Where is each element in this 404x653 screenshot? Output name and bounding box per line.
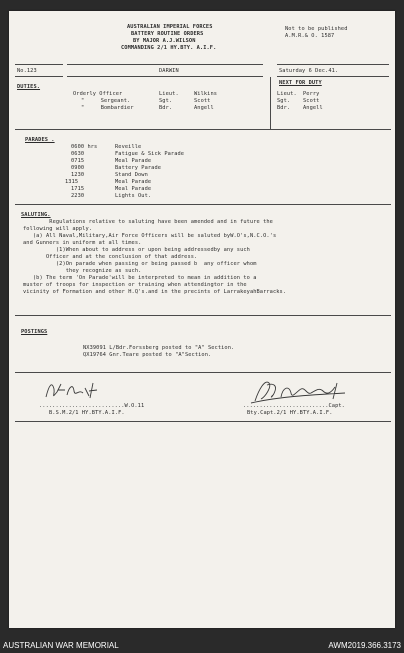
posting-line: QX19764 Gnr.Teare posted to "A"Section.	[83, 352, 212, 358]
next-duty-rank: Lieut.	[277, 91, 297, 97]
notice-line-2: A.M.R.& O. 1587	[285, 33, 335, 39]
saluting-line: (a) All Naval,Military,Air Force Officers will be saluted byW.O's,N.C.O.'s	[23, 233, 277, 239]
parade-event: Meal Parade	[115, 179, 152, 185]
section-rule	[15, 204, 391, 205]
section-rule	[15, 315, 391, 316]
saluting-line: (b) The term 'On Parade'will be interpreted to mean in addition to a	[23, 275, 257, 281]
rule	[277, 64, 389, 65]
right-signature-icon	[247, 373, 351, 407]
saluting-heading: SALUTING.	[21, 212, 51, 218]
duty-name: Scott	[194, 98, 211, 104]
parade-event: Lights Out.	[115, 193, 152, 199]
title-line-2: BATTERY ROUTINE ORDERS	[131, 31, 204, 37]
parade-time: 2230	[71, 193, 85, 199]
saluting-line: following will apply.	[23, 226, 93, 232]
section-rule	[15, 129, 391, 130]
saluting-line: Regulations relative to saluting have been amended and in future the	[23, 219, 273, 225]
saluting-line: Officer and at the conclusion of that address.	[23, 254, 198, 260]
next-duty-name: Scott	[303, 98, 320, 104]
rule	[15, 64, 63, 65]
parade-time: 1715	[71, 186, 85, 192]
parades-heading: PARADES .	[25, 137, 55, 143]
duty-role: Orderly Officer	[73, 91, 123, 97]
next-duty-name: Angell	[303, 105, 323, 111]
parade-time: 1230	[71, 172, 85, 178]
duty-rank: Lieut.	[159, 91, 179, 97]
left-signature-title: B.S.M.2/1 HY.BTY.A.I.F.	[49, 410, 125, 416]
parade-event: Meal Parade	[115, 186, 152, 192]
saluting-line: and Gunners in uniform at all times.	[23, 240, 142, 246]
parade-event: Stand Down	[115, 172, 148, 178]
parade-time: 0630	[71, 151, 85, 157]
parade-time: 0900	[71, 165, 85, 171]
duty-role: " Sergeant.	[81, 98, 131, 104]
next-duty-heading: NEXT FOR DUTY	[279, 80, 322, 86]
saluting-line: (1)When about to address or upon being addressedby any such	[23, 247, 250, 253]
parade-time: 1315	[65, 179, 79, 185]
footer-institution: AUSTRALIAN WAR MEMORIAL	[3, 641, 119, 650]
next-duty-rank: Sgt.	[277, 98, 291, 104]
rule	[67, 76, 263, 77]
rule	[67, 64, 263, 65]
left-signature-rank: ..........................W.O.11	[39, 403, 145, 409]
next-duty-name: Perry	[303, 91, 320, 97]
title-line-4: COMMANDING 2/1 HY.BTY. A.I.F.	[121, 45, 217, 51]
parade-time: 0715	[71, 158, 85, 164]
postings-heading: POSTINGS	[21, 329, 48, 335]
duty-role: " Bombardier	[81, 105, 134, 111]
notice-line-1: Not to be published	[285, 26, 348, 32]
parade-time: 0600 hrs	[71, 144, 98, 150]
archive-footer	[0, 638, 404, 653]
footer-accession-number: AWM2019.366.3173	[328, 641, 401, 650]
order-place: DARWIN	[159, 68, 179, 74]
saluting-line: muster of troops for inspection or training when attendingtor in the	[23, 282, 247, 288]
title-line-1: AUSTRALIAN IMPERIAL FORCES	[127, 24, 213, 30]
order-number: No.123	[17, 68, 37, 74]
saluting-line: they recognize as such.	[23, 268, 142, 274]
parade-event: Fatigue & Sick Parade	[115, 151, 185, 157]
title-line-3: BY MAJOR A.J.WILSON	[133, 38, 196, 44]
duty-name: Wilkins	[194, 91, 218, 97]
next-duty-rank: Bdr.	[277, 105, 291, 111]
duty-rank: Bdr.	[159, 105, 173, 111]
parade-event: Reveille	[115, 144, 142, 150]
saluting-line: (2)On parade when passing or being passed b any officer whom	[23, 261, 257, 267]
duty-divider	[270, 77, 271, 129]
left-signature-icon	[43, 375, 115, 403]
order-sheet	[9, 11, 395, 628]
right-signature-rank: ..........................Capt.	[243, 403, 345, 409]
right-signature-title: Bty.Capt.2/1 HY.BTY.A.I.F.	[247, 410, 333, 416]
section-rule	[15, 421, 391, 422]
duty-rank: Sgt.	[159, 98, 173, 104]
posting-line: NX39091 L/Bdr.Forssberg posted to "A" Section.	[83, 345, 235, 351]
saluting-line: vicinity of Formation and other H.Q's.and in the precints of LarrakeyahBarracks.	[23, 289, 287, 295]
duties-heading: DUTIES.	[17, 84, 41, 90]
rule	[15, 76, 63, 77]
parade-event: Battery Parade	[115, 165, 162, 171]
order-date: Saturday 6 Dec.41.	[279, 68, 339, 74]
duty-name: Angell	[194, 105, 214, 111]
rule	[277, 76, 389, 77]
parade-event: Meal Parade	[115, 158, 152, 164]
